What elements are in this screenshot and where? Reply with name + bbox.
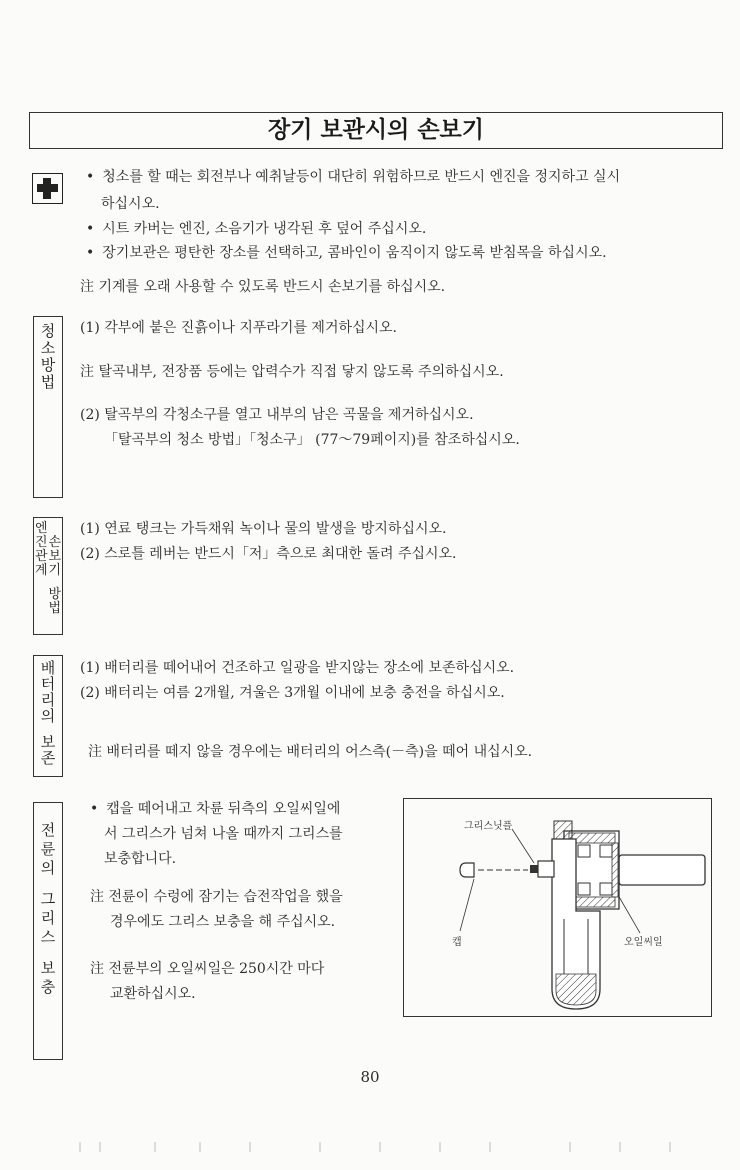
side-label-engine: 엔 진 관 계 손 보 기 방 법: [33, 517, 63, 635]
grease-bullet-line-3: 보충합니다.: [104, 851, 177, 867]
grease-nipple-label: 그리스닛플: [464, 821, 513, 832]
cleaning-item-2: (2) 탈곡부의 각청소구를 열고 내부의 남은 곡물을 제거하십시오.: [80, 407, 474, 423]
scan-noise: [60, 1140, 700, 1154]
battery-item-2: (2) 배터리는 여름 2개월, 겨울은 3개월 이내에 보충 충전을 하십시오.: [80, 685, 505, 701]
general-bullet-3: • 장기보관은 평탄한 장소를 선택하고, 콤바인이 움직이지 않도록 받침목을 하십시오.: [86, 242, 607, 262]
cleaning-note: 注 탈곡내부, 전장품 등에는 압력수가 직접 닿지 않도록 주의하십시오.: [80, 364, 504, 380]
cap-label: 캡: [452, 937, 462, 948]
engine-item-1: (1) 연료 탱크는 가득채워 녹이나 물의 발생을 방지하십시오.: [80, 521, 447, 537]
page-title: 장기 보관시의 손보기: [29, 112, 723, 149]
battery-item-1: (1) 배터리를 떼어내어 건조하고 일광을 받지않는 장소에 보존하십시오.: [80, 660, 515, 676]
front-wheel-hub-diagram: [403, 798, 712, 1017]
side-label-cleaning: 청 소 방 법: [33, 316, 63, 498]
side-label-battery: 배 터 리 의 보 존: [33, 655, 63, 777]
cleaning-item-1: (1) 각부에 붙은 진흙이나 지푸라기를 제거하십시오.: [80, 320, 398, 336]
general-bullet-2: • 시트 카버는 엔진, 소음기가 냉각된 후 덮어 주십시오.: [86, 218, 426, 238]
safety-cross-icon: [32, 173, 63, 204]
side-label-grease: 전 륜 의 그 리 스 보 충: [33, 802, 63, 1060]
grease-note-2-line-1: 注 전륜부의 오일씨일은 250시간 마다: [90, 961, 325, 977]
general-bullet-1: • 청소를 할 때는 회전부나 예취날등이 대단히 위험하므로 반드시 엔진을 정지하고 실시: [86, 166, 620, 186]
grease-bullet-line-2: 서 그리스가 넘쳐 나올 때까지 그리스를: [104, 826, 343, 842]
general-note: 注 기계를 오래 사용할 수 있도록 반드시 손보기를 하십시오.: [80, 279, 446, 295]
oil-seal-label: 오일씨일: [624, 937, 663, 948]
battery-note: 注 배터리를 떼지 않을 경우에는 배터리의 어스측(－측)을 떼어 내십시오.: [88, 744, 533, 760]
general-bullet-1-cont: 하십시오.: [101, 196, 160, 212]
cleaning-item-2-ref: 「탈곡부의 청소 방법」「청소구」 (77～79페이지)를 참조하십시오.: [104, 432, 520, 448]
page-number: 80: [360, 1068, 380, 1086]
grease-note-2-line-2: 교환하십시오.: [110, 986, 196, 1002]
grease-bullet-line-1: • 캡을 떼어내고 차륜 뒤측의 오일씨일에: [90, 798, 340, 818]
grease-note-1-line-1: 注 전륜이 수렁에 잠기는 습전작업을 했을: [90, 889, 343, 905]
engine-item-2: (2) 스로틀 레버는 반드시「저」측으로 최대한 돌려 주십시오.: [80, 546, 457, 562]
grease-note-1-line-2: 경우에도 그리스 보충을 해 주십시오.: [110, 914, 336, 930]
